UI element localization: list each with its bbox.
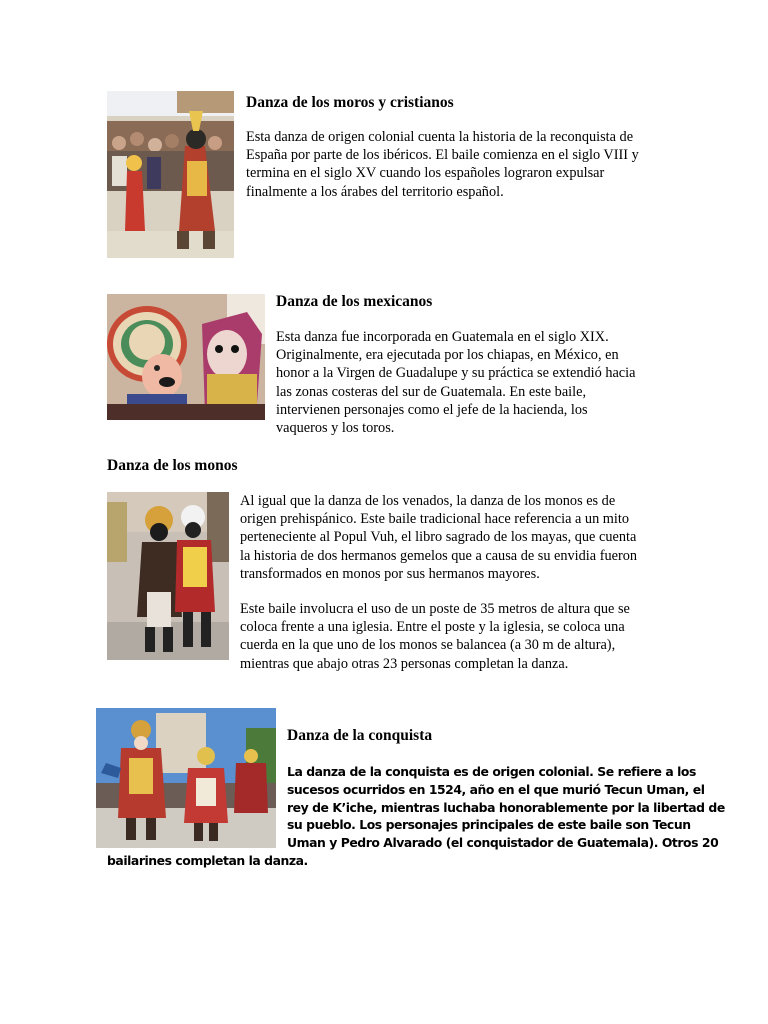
section-text-mexicanos [276,328,635,437]
photo-conquista [96,708,276,848]
section-text-moros [246,128,639,201]
text-line: mientras que abajo otras 23 personas completan la danza. [240,655,569,672]
text-line: coloca frente a una iglesia. Entre el poste y la iglesia, se coloca una [240,619,625,636]
text-line: Al igual que la danza de los venados, la danza de los monos es de [240,493,616,509]
section-text-monos-p1 [240,492,637,583]
text-line: Esta danza fue incorporada en Guatemala en el siglo XIX. [276,329,609,345]
photo-moros-y-cristianos [107,91,234,258]
text-line: rey de K’iche, mientras luchaba honorablemente por la libertad de [287,799,725,815]
section-title-moros: Danza de los moros y cristianos [246,94,454,111]
text-line: vaqueros y los toros. [276,420,395,437]
section-text-monos-p2 [240,600,630,673]
text-line: Uman y Pedro Alvarado (el conquistador de Guatemala). Otros 20 [287,835,719,851]
text-line: Originalmente, era ejecutada por los chiapas, en México, en [276,347,619,364]
section-text-conquista-last: bailarines completan la danza. [107,853,308,868]
section-title-mexicanos: Danza de los mexicanos [276,293,433,310]
text-line: Esta danza de origen colonial cuenta la historia de la reconquista de [246,129,634,145]
text-line: sucesos ocurridos en 1524, año en el que murió Tecun Uman, el [287,781,705,797]
section-title-monos: Danza de los monos [107,457,238,474]
photo-monos [107,492,229,660]
text-line: La danza de la conquista es de origen colonial. Se refiere a los [287,764,696,779]
text-line: origen prehispánico. Este baile tradicional hace referencia a un mito [240,511,630,528]
text-line: España por parte de los ibéricos. El baile comienza en el siglo VIII y [246,147,639,164]
text-line: termina en el siglo XV cuando los españoles lograron expulsar [246,165,605,182]
text-line: la historia de dos hermanos gemelos que a causa de su envidia fueron [240,547,638,564]
section-text-conquista [287,763,725,852]
photo-mexicanos [107,294,265,420]
text-line: intervienen personajes como el jefe de la hacienda, los [276,401,588,418]
text-line: su pueblo. Los personajes principales de este baile son Tecun [287,817,691,833]
text-line: cuerda en la que uno de los monos se balancea (a 30 m de altura), [240,637,616,654]
text-line: finalmente a los árabes del territorio español. [246,183,504,200]
text-line: perteneciente al Popul Vuh, el libro sagrado de los mayas, que cuenta [240,529,637,546]
text-line: las zonas costeras del sur de Guatemala. En este baile, [276,383,587,400]
text-line: transformados en monos por sus hermanos mayores. [240,565,540,582]
text-line: Este baile involucra el uso de un poste de 35 metros de altura que se [240,601,630,617]
text-line: honor a la Virgen de Guadalupe y su práctica se extendió hacia [276,365,636,382]
section-title-conquista: Danza de la conquista [287,727,433,744]
